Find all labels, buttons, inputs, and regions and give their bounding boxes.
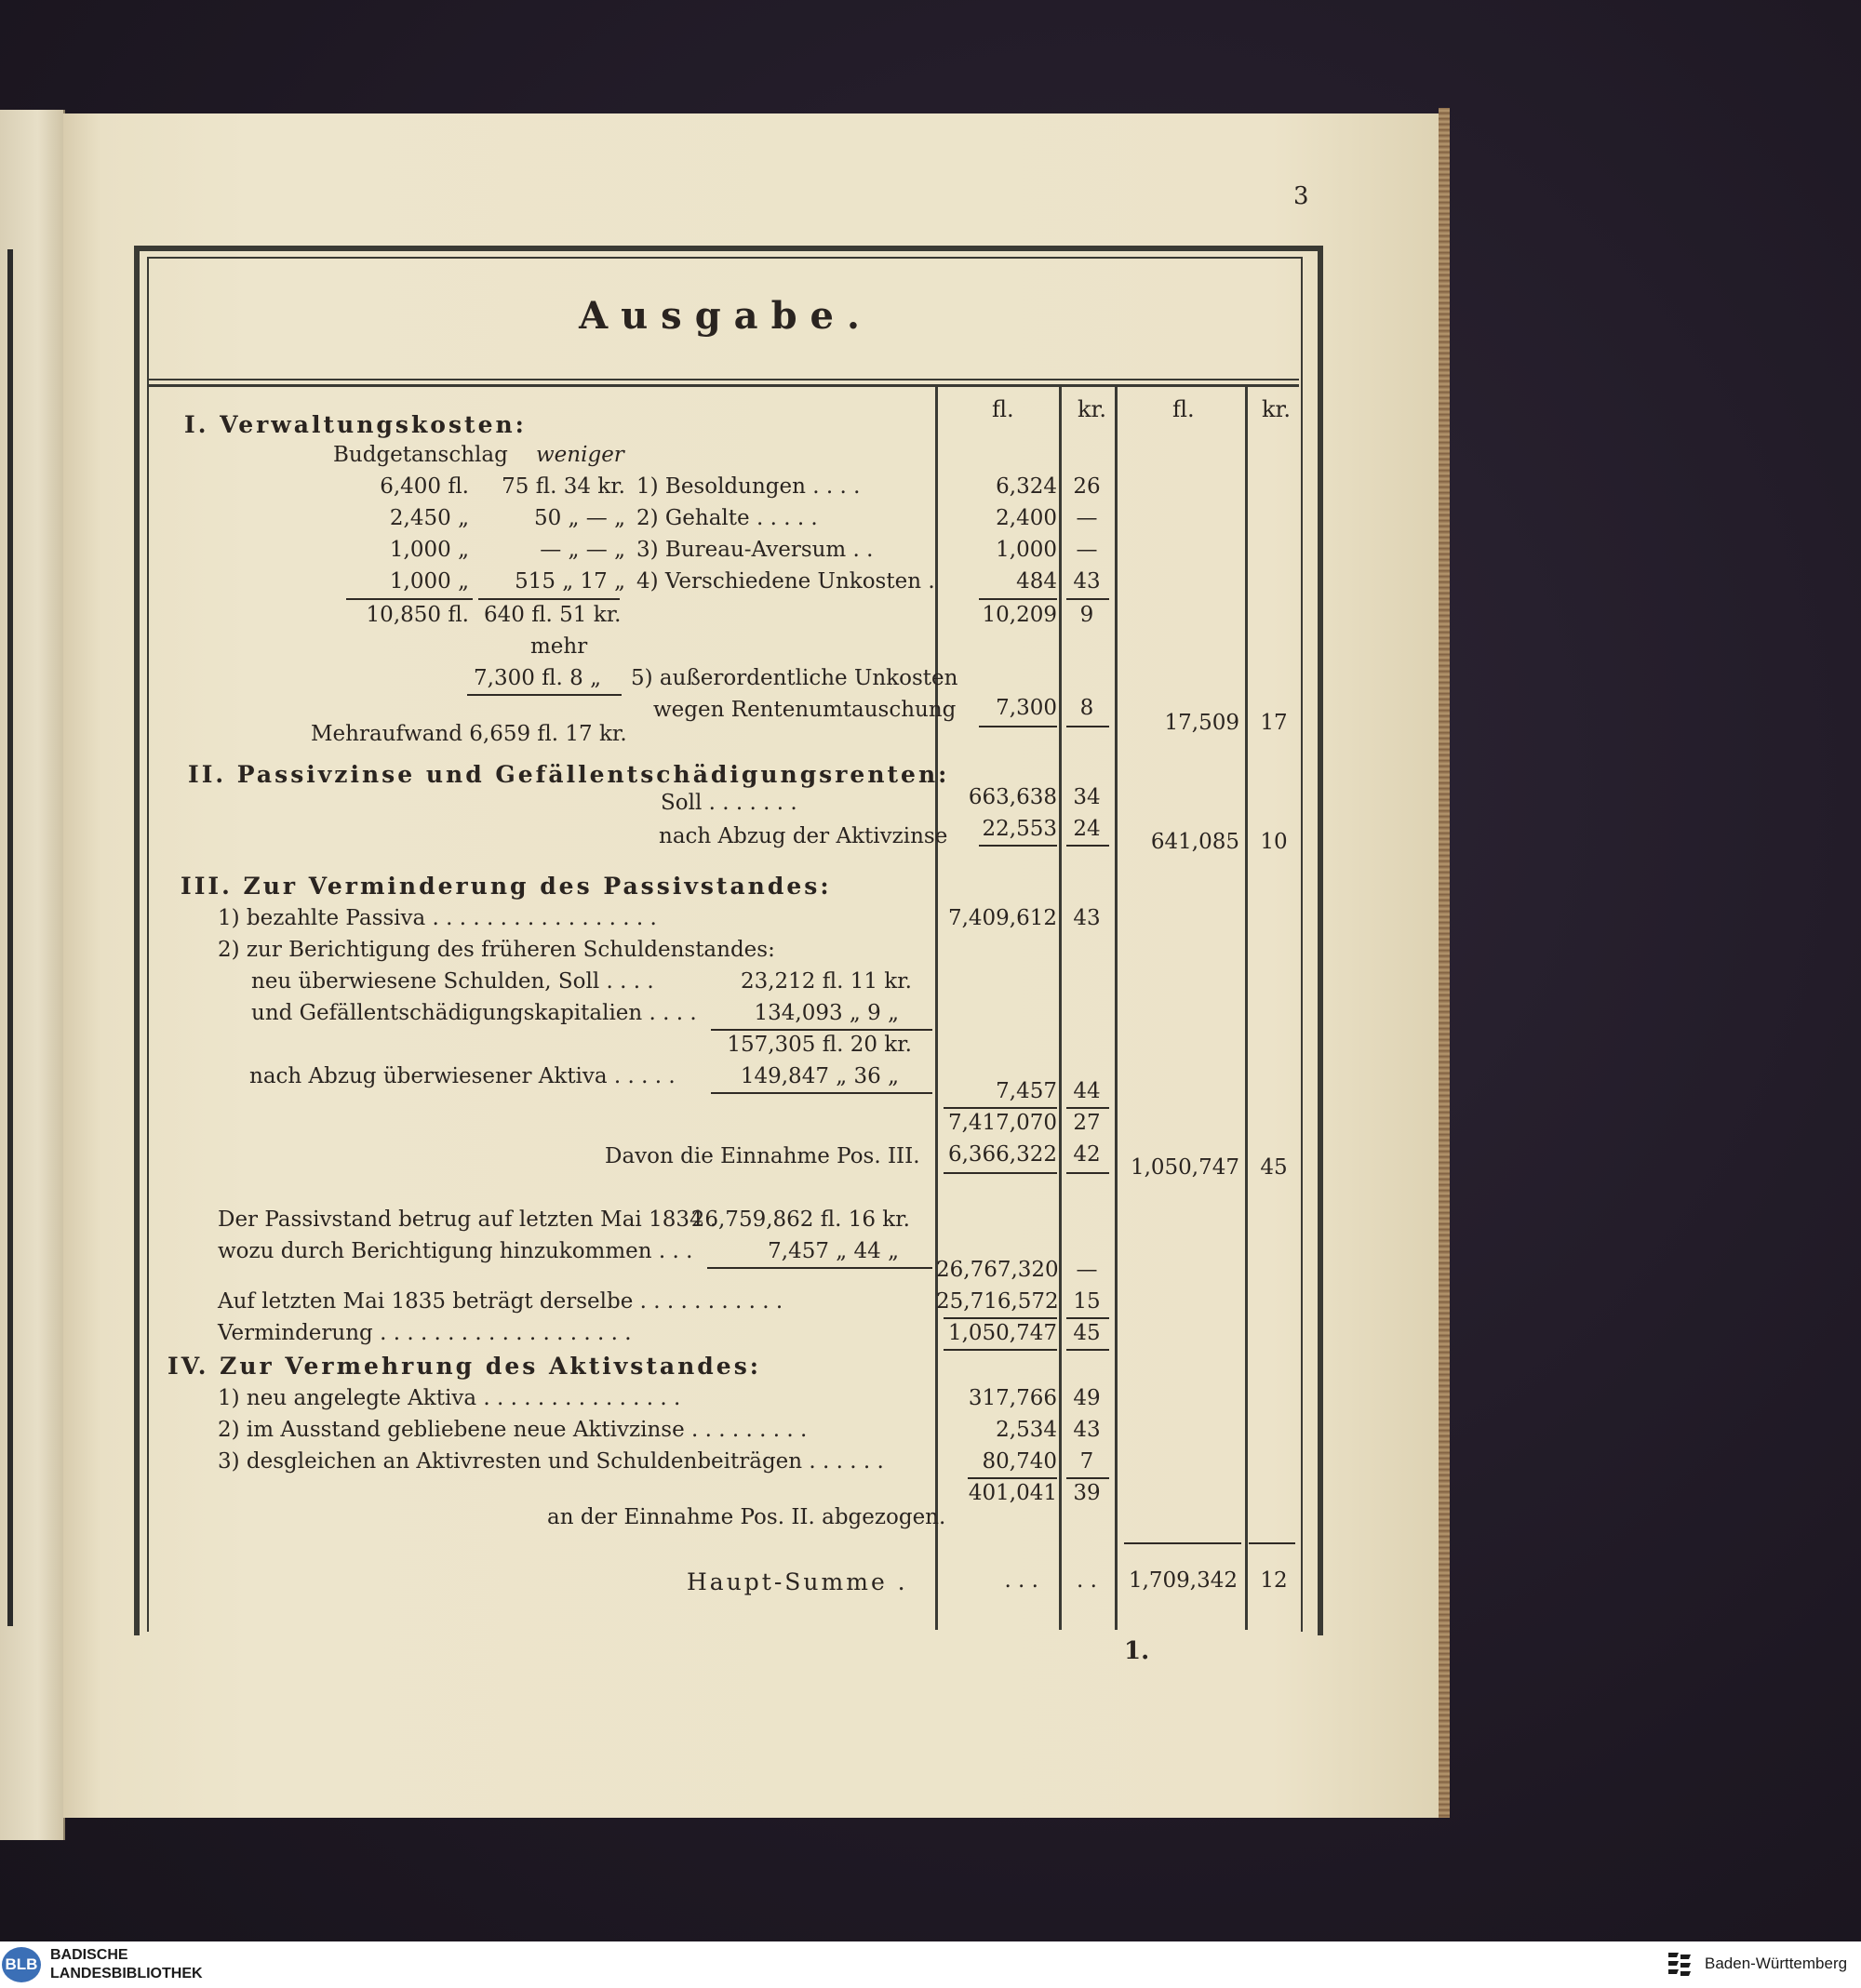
s4-sum-fl: 401,041 bbox=[968, 1481, 1057, 1505]
s4-r2-label: 2) im Ausstand gebliebene neue Aktivzinse . . . . . . . . . bbox=[218, 1418, 808, 1442]
s3-vermind-kr: 45 bbox=[1073, 1321, 1101, 1345]
blb-name-line2: LANDESBIBLIOTHEK bbox=[50, 1966, 203, 1981]
rule-s1-extra-fl bbox=[979, 726, 1057, 727]
rule-s3-davon-fl bbox=[944, 1172, 1057, 1174]
s1-sum-diff: 640 fl. 51 kr. bbox=[484, 603, 622, 627]
page-number: 3 bbox=[1293, 182, 1309, 210]
haupt-fl: 1,709,342 bbox=[1128, 1568, 1238, 1593]
s3-r2-fl: 7,457 bbox=[996, 1079, 1057, 1103]
col-budget-label: Budgetanschlag bbox=[333, 443, 508, 467]
section-heading-4: IV. Zur Vermehrung des Aktivstandes: bbox=[167, 1353, 761, 1380]
col-header-kr-2: kr. bbox=[1262, 396, 1292, 422]
col-header-fl-2: fl. bbox=[1172, 396, 1195, 422]
section-heading-2: II. Passivzinse und Gefällentschädigungsrenten: bbox=[188, 761, 950, 788]
s3-davon-kr: 42 bbox=[1073, 1142, 1101, 1167]
s1-r2-kr: — bbox=[1076, 506, 1098, 530]
facing-page-edge bbox=[0, 110, 65, 1840]
s1-r4-kr: 43 bbox=[1073, 569, 1101, 594]
s3-r2b-val: 134,093 „ 9 „ bbox=[754, 1001, 899, 1025]
s4-r3-label: 3) desgleichen an Aktivresten und Schuldenbeiträgen . . . . . . bbox=[218, 1449, 884, 1474]
s3-vermind-fl: 1,050,747 bbox=[947, 1321, 1057, 1345]
col-divider-4 bbox=[1245, 387, 1248, 1630]
s3-passiv-label: Der Passivstand betrug auf letzten Mai 1834 . bbox=[218, 1207, 717, 1232]
s4-r3-kr: 7 bbox=[1079, 1449, 1094, 1474]
s3-r2c-val: 149,847 „ 36 „ bbox=[740, 1064, 899, 1088]
s2-abzug-kr: 24 bbox=[1073, 817, 1101, 841]
s4-r2-fl: 2,534 bbox=[996, 1418, 1057, 1442]
bw-lions-icon bbox=[1666, 1949, 1694, 1981]
rule-s1-extra-kr bbox=[1066, 726, 1109, 727]
blb-logo[interactable]: BLB bbox=[2, 1947, 41, 1982]
s1-mehr-label: mehr bbox=[530, 634, 588, 659]
s1-r4-label: 4) Verschiedene Unkosten . bbox=[636, 569, 935, 594]
s1-r3-kr: — bbox=[1076, 538, 1098, 562]
s3-r2a-label: neu überwiesene Schulden, Soll . . . . bbox=[251, 969, 654, 994]
rule-diff-sum bbox=[478, 598, 620, 600]
s3-mai-fl: 25,716,572 bbox=[936, 1289, 1059, 1314]
rule-mai-kr bbox=[1066, 1317, 1109, 1319]
rule-mai-fl bbox=[944, 1317, 1057, 1319]
haupt-dots-fl: . . . bbox=[1004, 1568, 1038, 1593]
s1-mehraufwand: Mehraufwand 6,659 fl. 17 kr. bbox=[311, 722, 627, 746]
s3-davon-label: Davon die Einnahme Pos. III. bbox=[605, 1144, 920, 1168]
section-heading-3: III. Zur Verminderung des Passivstandes: bbox=[181, 873, 832, 900]
s3-wozu-fl: 26,767,320 bbox=[936, 1258, 1059, 1282]
haupt-kr: 12 bbox=[1260, 1568, 1288, 1593]
s1-sum-budget: 10,850 fl. bbox=[366, 603, 469, 627]
s2-abzug-label: nach Abzug der Aktivzinse bbox=[659, 824, 948, 848]
s2-total-fl: 641,085 bbox=[1150, 830, 1239, 854]
s3-r1-label: 1) bezahlte Passiva . . . . . . . . . . . . . . . . . bbox=[218, 906, 657, 930]
blb-name-line1: BADISCHE bbox=[50, 1947, 128, 1963]
s1-extra-diff: 7,300 fl. 8 „ bbox=[474, 666, 601, 690]
s1-r3-label: 3) Bureau-Aversum . . bbox=[636, 538, 874, 562]
s1-sum-fl: 10,209 bbox=[982, 603, 1057, 627]
s3-mai-kr: 15 bbox=[1073, 1289, 1101, 1314]
signature-mark: 1. bbox=[1124, 1637, 1150, 1665]
s1-r3-budget: 1,000 „ bbox=[389, 538, 469, 562]
s1-r2-diff: 50 „ — „ bbox=[533, 506, 625, 530]
header-rule-thick bbox=[149, 384, 1299, 387]
col-header-kr-1: kr. bbox=[1078, 396, 1107, 422]
s1-r2-budget: 2,450 „ bbox=[389, 506, 469, 530]
footer-bar bbox=[0, 1941, 1861, 1988]
s1-extra-kr: 8 bbox=[1079, 696, 1094, 720]
s3-sum-kr: 27 bbox=[1073, 1111, 1101, 1135]
s3-r1-kr: 43 bbox=[1073, 906, 1101, 930]
s3-r2-kr: 44 bbox=[1073, 1079, 1101, 1103]
s1-r2-fl: 2,400 bbox=[996, 506, 1057, 530]
s3-r2-label: 2) zur Berichtigung des früheren Schuldenstandes: bbox=[218, 938, 775, 962]
s1-r3-fl: 1,000 bbox=[996, 538, 1057, 562]
rule-budget-sum bbox=[346, 598, 473, 600]
s1-r1-kr: 26 bbox=[1073, 474, 1101, 499]
rule-s1-fl bbox=[979, 598, 1057, 600]
s3-mai-label: Auf letzten Mai 1835 beträgt derselbe . . . . . . . . . . . bbox=[218, 1289, 783, 1314]
rule-vermind-fl bbox=[944, 1349, 1057, 1351]
s4-r1-label: 1) neu angelegte Aktiva . . . . . . . . . . . . . . . bbox=[218, 1386, 681, 1410]
haupt-dots-kr: . . bbox=[1077, 1568, 1097, 1593]
s3-total-kr: 45 bbox=[1260, 1155, 1288, 1180]
s1-r1-budget: 6,400 fl. bbox=[380, 474, 469, 499]
rule-s4-fl bbox=[968, 1477, 1057, 1479]
s2-total-kr: 10 bbox=[1260, 830, 1288, 854]
s1-r3-diff: — „ — „ bbox=[540, 538, 625, 562]
s3-wozu-val: 7,457 „ 44 „ bbox=[768, 1239, 899, 1263]
s2-soll-label: Soll . . . . . . . bbox=[661, 791, 797, 815]
s1-r1-fl: 6,324 bbox=[996, 474, 1057, 499]
s1-r1-label: 1) Besoldungen . . . . bbox=[636, 474, 861, 499]
s1-r4-budget: 1,000 „ bbox=[389, 569, 469, 594]
s4-sum-kr: 39 bbox=[1073, 1481, 1101, 1505]
s1-extra-label: 5) außerordentliche Unkosten bbox=[631, 666, 958, 690]
col-header-fl-1: fl. bbox=[992, 396, 1014, 422]
s3-total-fl: 1,050,747 bbox=[1130, 1155, 1239, 1180]
s1-r4-fl: 484 bbox=[1016, 569, 1057, 594]
s3-r2b-label: und Gefällentschädigungskapitalien . . . . bbox=[251, 1001, 697, 1025]
rule-s4-kr bbox=[1066, 1477, 1109, 1479]
s1-r4-diff: 515 „ 17 „ bbox=[515, 569, 625, 594]
bw-name[interactable]: Baden-Württemberg bbox=[1705, 1955, 1848, 1972]
s4-r1-kr: 49 bbox=[1073, 1386, 1101, 1410]
rule-s3-sum-fl bbox=[944, 1107, 1057, 1109]
section-heading-1: I. Verwaltungskosten: bbox=[184, 411, 527, 438]
rule-s2-fl bbox=[979, 845, 1057, 847]
rule-haupt-kr bbox=[1249, 1542, 1295, 1544]
s1-extra-fl: 7,300 bbox=[996, 696, 1057, 720]
s1-r2-label: 2) Gehalte . . . . . bbox=[636, 506, 818, 530]
s1-r1-diff: 75 fl. 34 kr. bbox=[502, 474, 625, 499]
s4-abgezogen: an der Einnahme Pos. II. abgezogen. bbox=[547, 1505, 946, 1529]
rule-extra bbox=[467, 694, 622, 696]
s3-davon-fl: 6,366,322 bbox=[947, 1142, 1057, 1167]
s1-total-fl: 17,509 bbox=[1164, 711, 1239, 735]
s3-sum-fl: 7,417,070 bbox=[947, 1111, 1057, 1135]
s1-extra-label2: wegen Rentenumtauschung bbox=[653, 698, 957, 722]
s3-r1-fl: 7,409,612 bbox=[947, 906, 1057, 930]
rule-r2c bbox=[711, 1092, 932, 1094]
col-divider-2 bbox=[1059, 387, 1062, 1630]
haupt-label: Haupt-Summe . bbox=[687, 1568, 908, 1595]
s4-r1-fl: 317,766 bbox=[968, 1386, 1057, 1410]
rule-wozu bbox=[707, 1267, 932, 1269]
rule-vermind-kr bbox=[1066, 1349, 1109, 1351]
s3-wozu-kr: — bbox=[1076, 1258, 1098, 1282]
s3-r2c-label: nach Abzug überwiesener Aktiva . . . . . bbox=[249, 1064, 676, 1088]
col-divider-1 bbox=[935, 387, 938, 1630]
s4-r3-fl: 80,740 bbox=[982, 1449, 1057, 1474]
s1-total-kr: 17 bbox=[1260, 711, 1288, 735]
s3-wozu-label: wozu durch Berichtigung hinzukommen . . . bbox=[218, 1239, 693, 1263]
page-edge bbox=[1439, 108, 1450, 1818]
col-weniger-label: weniger bbox=[536, 443, 624, 467]
header-rule bbox=[149, 379, 1299, 380]
s3-r2-sum: 157,305 fl. 20 kr. bbox=[727, 1033, 912, 1057]
rule-haupt-fl bbox=[1124, 1542, 1241, 1544]
s4-r2-kr: 43 bbox=[1073, 1418, 1101, 1442]
s2-abzug-fl: 22,553 bbox=[982, 817, 1057, 841]
s1-sum-kr: 9 bbox=[1079, 603, 1094, 627]
s2-soll-fl: 663,638 bbox=[968, 785, 1057, 809]
page-title: Ausgabe. bbox=[579, 294, 873, 338]
rule-s3-sum-kr bbox=[1066, 1107, 1109, 1109]
s3-vermind-label: Verminderung . . . . . . . . . . . . . . . . . . . bbox=[218, 1321, 632, 1345]
s3-passiv-val: 26,759,862 fl. 16 kr. bbox=[690, 1207, 910, 1232]
col-divider-3 bbox=[1115, 387, 1118, 1630]
rule-s3-davon-kr bbox=[1066, 1172, 1109, 1174]
s2-soll-kr: 34 bbox=[1073, 785, 1101, 809]
blb-name[interactable] bbox=[50, 1946, 203, 1983]
rule-s2-kr bbox=[1066, 845, 1109, 847]
rule-r2-sum bbox=[711, 1029, 932, 1031]
s3-r2a-val: 23,212 fl. 11 kr. bbox=[740, 969, 912, 994]
rule-s1-kr bbox=[1066, 598, 1109, 600]
